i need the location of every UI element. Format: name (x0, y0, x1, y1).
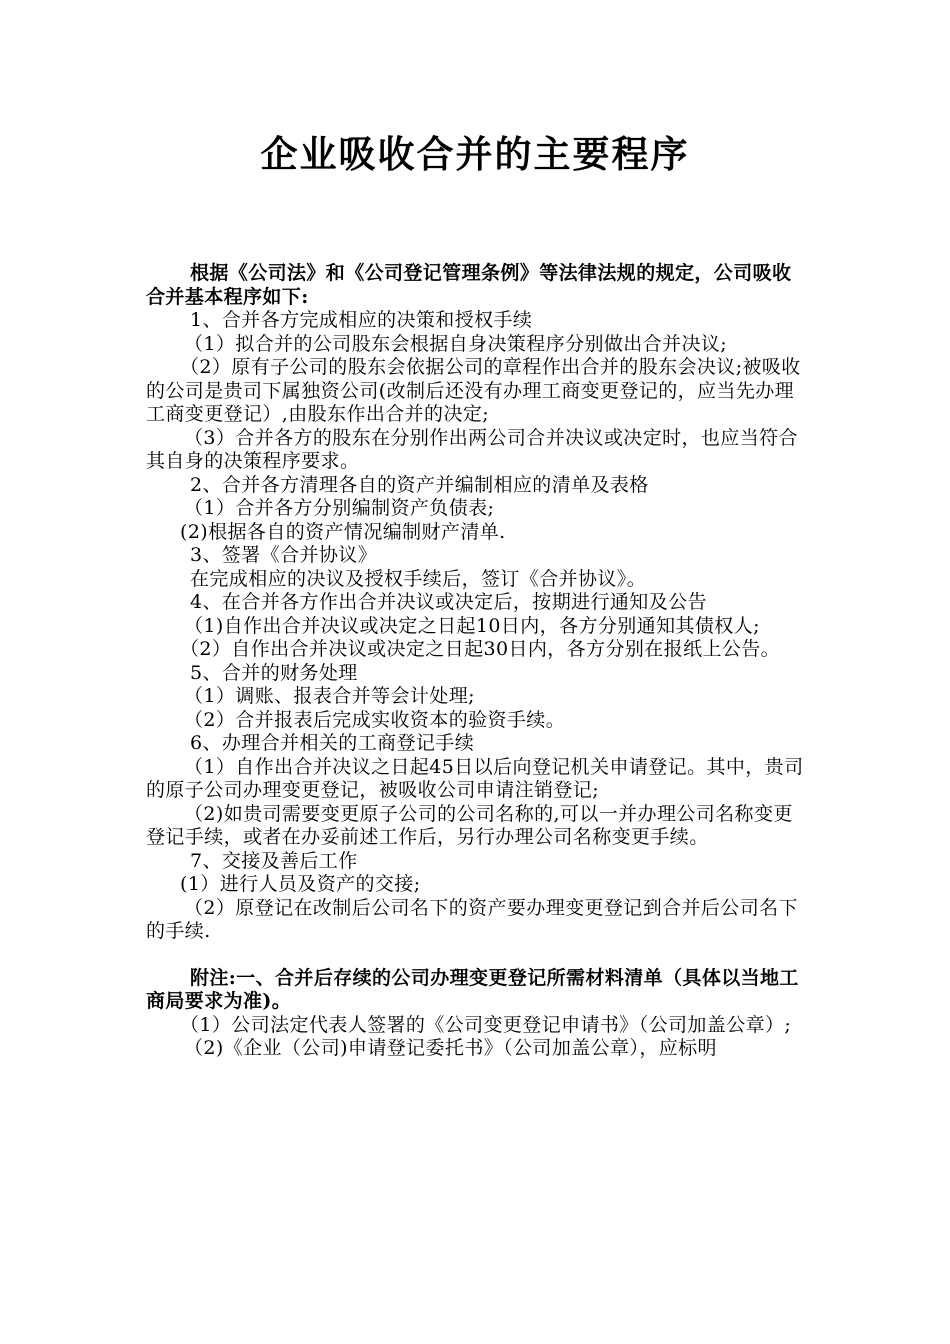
body-paragraph: 7、交接及善后工作 (190, 849, 358, 872)
body-paragraph: （1)自作出合并决议或决定之日起10日内，各方分别通知其债权人; (184, 614, 760, 637)
body-paragraph: （3）合并各方的股东在分别作出两公司合并决议或决定时，也应当符合其自身的决策程序要求。 (146, 426, 798, 472)
body-paragraph: （1）拟合并的公司股东会根据自身决策程序分别做出合并决议; (184, 332, 728, 355)
section-gap (146, 944, 806, 967)
appendix-paragraph: 附注:一、合并后存续的公司办理变更登记所需材料清单（具体以当地工商局要求为准)。 (146, 966, 799, 1012)
body-paragraph: （2）自作出合并决议或决定之日起30日内，各方分别在报纸上公告。 (180, 638, 781, 660)
body-paragraph: 6、办理合并相关的工商登记手续 (190, 732, 475, 754)
body-paragraph: 3、签署《合并协议》 (190, 544, 378, 566)
body-paragraph: (2)根据各自的资产情况编制财产清单. (180, 520, 506, 543)
body-paragraph: （2）原有子公司的股东会依据公司的章程作出合并的股东会决议;被吸收的公司是贵司下属独资公司(改制后还没有办理工商变更登记的，应当先办理工商变更登记）,由股东作出合并的决定; (146, 356, 801, 425)
body-paragraph: （2）合并报表后完成实收资本的验资手续。 (184, 708, 566, 731)
body-paragraph: 2、合并各方清理各自的资产并编制相应的清单及表格 (190, 473, 649, 496)
appendix-paragraph: （1）公司法定代表人签署的《公司变更登记申请书》（公司加盖公章）; (180, 1013, 792, 1036)
body-paragraph: 1、合并各方完成相应的决策和授权手续 (190, 309, 533, 331)
appendix-paragraphs (146, 967, 806, 1061)
procedure-paragraphs (146, 262, 806, 944)
body-paragraph: （2）原登记在改制后公司名下的资产要办理变更登记到合并后公司名下的手续. (146, 896, 798, 942)
body-paragraph: （1）调账、报表合并等会计处理; (184, 685, 475, 707)
document-body (146, 262, 806, 1061)
body-paragraph: 4、在合并各方作出合并决议或决定后，按期进行通知及公告 (190, 591, 707, 613)
body-paragraph: 在完成相应的决议及授权手续后，签订《合并协议》。 (190, 567, 647, 590)
body-paragraph: （1）合并各方分别编制资产负债表; (184, 497, 495, 519)
body-paragraph: 根据《公司法》和《公司登记管理条例》等法律法规的规定，公司吸收合并基本程序如下: (146, 262, 792, 308)
document-title: 企业吸收合并的主要程序 (260, 132, 690, 176)
body-paragraph: 5、合并的财务处理 (190, 661, 358, 684)
body-paragraph: （2)如贵司需要变更原子公司的公司名称的,可以一并办理公司名称变更登记手续，或者在办妥前述工作后，另行办理公司名称变更手续。 (146, 802, 793, 848)
body-paragraph: (1）进行人员及资产的交接; (180, 873, 421, 895)
appendix-paragraph: （2)《企业（公司)申请登记委托书》（公司加盖公章），应标明 (184, 1037, 717, 1059)
body-paragraph: （1）自作出合并决议之日起45日以后向登记机关申请登记。其中，贵司的原子公司办理变更登记，被吸收公司申请注销登记; (146, 755, 804, 801)
